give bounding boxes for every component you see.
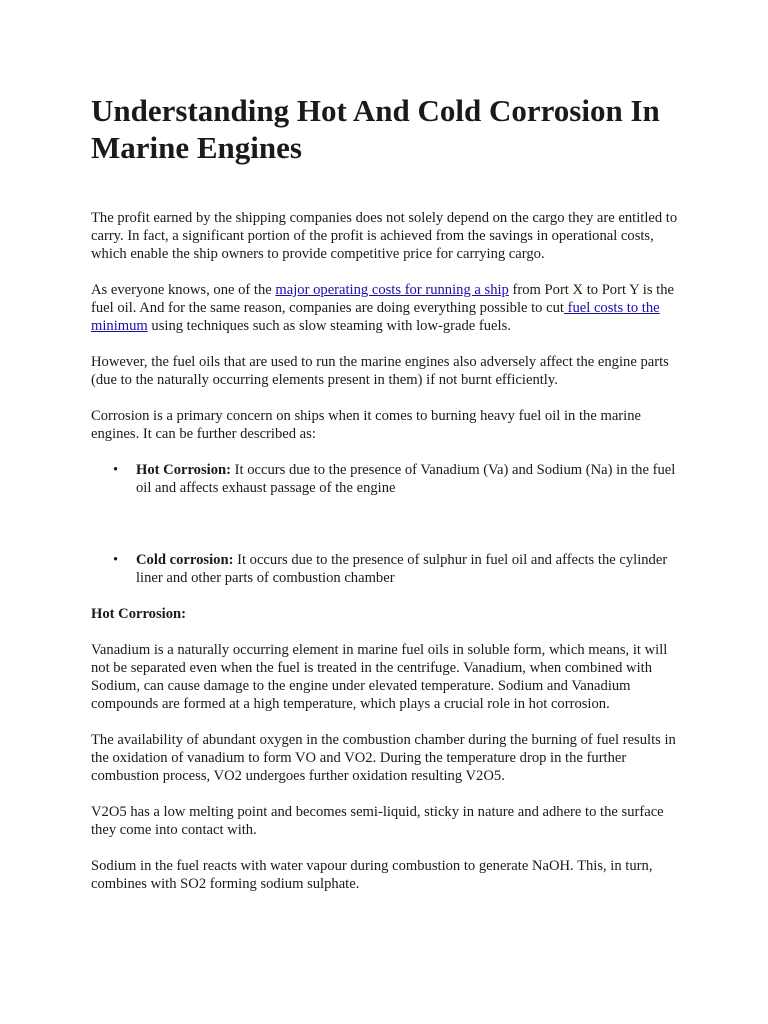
page-title: Understanding Hot And Cold Corrosion In Marine Engines [91, 93, 660, 165]
paragraph-oxidation: The availability of abundant oxygen in the combustion chamber during the burning of fuel results in the oxidation of vanadium to form VO and VO2. During the temperature drop in the further combustion process, VO2 undergoes further oxidation resulting V2O5. [91, 732, 676, 784]
paragraph-fuel-oil-text-3: using techniques such as slow steaming with low-grade fuels. [147, 318, 511, 334]
section-heading-hot-corrosion: Hot Corrosion: [91, 606, 186, 622]
paragraph-fuel-oil [91, 281, 681, 335]
description-hot-corrosion: It occurs due to the presence of Vanadium (Va) and Sodium (Na) in the fuel oil and affects exhaust passage of the engine [136, 462, 676, 496]
term-cold-corrosion: Cold corrosion: [136, 552, 234, 568]
paragraph-fuel-oil-text-2: from Port X to Port Y is the fuel oil. And for the same reason, companies are doing everything possible to cut [91, 282, 674, 316]
paragraph-fuel-oil-text-1: As everyone knows, one of the [91, 282, 276, 298]
paragraph-corrosion-intro: Corrosion is a primary concern on ships when it comes to burning heavy fuel oil in the marine engines. It can be further described as: [91, 408, 641, 442]
term-hot-corrosion: Hot Corrosion: [136, 462, 231, 478]
paragraph-profit: The profit earned by the shipping companies does not solely depend on the cargo they are entitled to carry. In fact, a significant portion of the profit is achieved from the savings in operational costs, which enable the ship owners to provide competitive price for carrying cargo. [91, 210, 678, 262]
paragraph-sodium: Sodium in the fuel reacts with water vapour during combustion to generate NaOH. This, in turn, combines with SO2 forming sodium sulphate. [91, 858, 653, 892]
link-fuel-costs-minimum[interactable]: fuel costs to the minimum [91, 300, 660, 334]
bullet-icon: • [113, 552, 119, 568]
paragraph-v2o5: V2O5 has a low melting point and becomes semi-liquid, sticky in nature and adhere to the surface they come into contact with. [91, 804, 664, 838]
description-cold-corrosion: It occurs due to the presence of sulphur in fuel oil and affects the cylinder liner and other parts of combustion chamber [136, 552, 668, 586]
document-page [91, 92, 681, 911]
list-item-cold-corrosion [91, 551, 681, 587]
paragraph-vanadium: Vanadium is a naturally occurring element in marine fuel oils in soluble form, which means, it will not be separated even when the fuel is treated in the centrifuge. Vanadium, when combined with Sodium, can cause damage to the engine under elevated temperature. Sodium and Vanadium compounds are formed at a high temperature, which plays a crucial role in hot corrosion. [91, 642, 668, 712]
corrosion-types-list [91, 461, 681, 587]
paragraph-engine-parts: However, the fuel oils that are used to run the marine engines also adversely affect the engine parts (due to the naturally occurring elements present in them) if not burnt efficiently. [91, 354, 669, 388]
bullet-icon: • [113, 462, 119, 478]
link-major-operating-costs[interactable]: major operating costs for running a ship [275, 282, 509, 298]
list-item-hot-corrosion [91, 461, 681, 497]
